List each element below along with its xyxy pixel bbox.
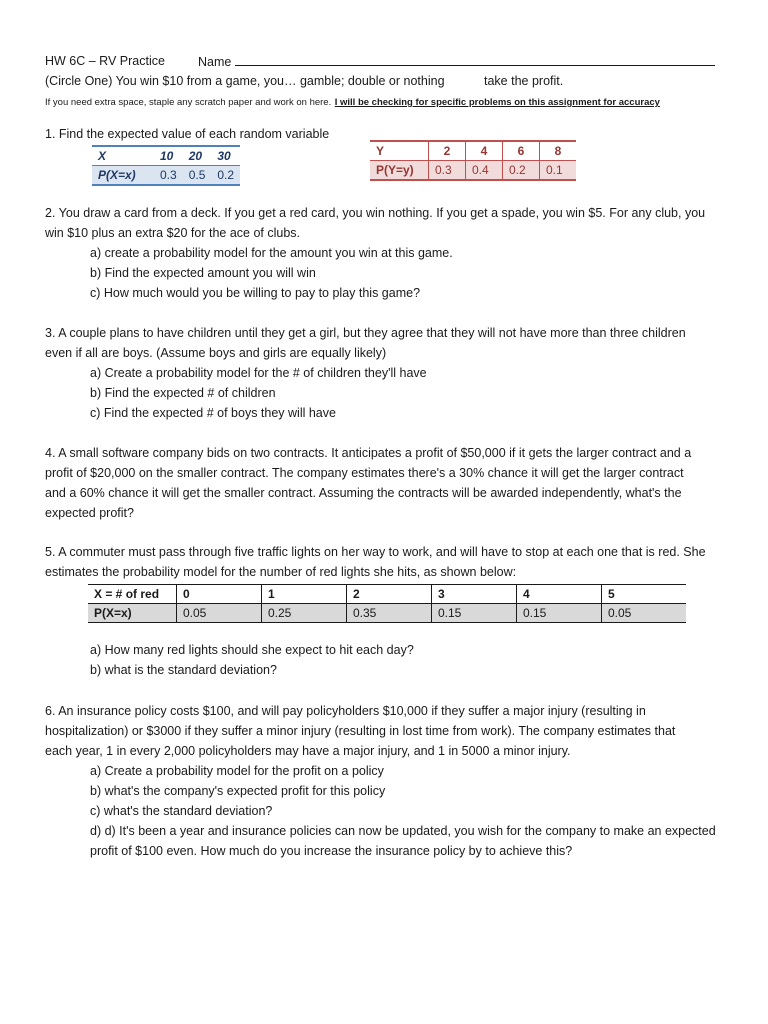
q6-part-c: c) what's the standard deviation? (90, 804, 273, 818)
assignment-title: HW 6C – RV Practice (45, 54, 165, 68)
q4-line-3: and a 60% chance it will get the smaller contract. Assuming the contracts will be awarded independently, what's the (45, 486, 682, 500)
accuracy-note: I will be checking for specific problems on this assignment for accuracy (334, 97, 660, 108)
table-cell: 0.2 (211, 166, 240, 186)
table-row (88, 585, 686, 604)
scratch-paper-note: If you need extra space, staple any scratch paper and work on here. (45, 97, 332, 108)
name-blank-line[interactable] (235, 54, 715, 66)
table-cell: 6 (503, 141, 540, 161)
table-cell: 0.35 (347, 604, 432, 623)
table-cell: X = # of red (94, 587, 160, 601)
table-cell: P(Y=y) (370, 161, 429, 181)
table-cell: 20 (188, 149, 203, 163)
table-cell: P(X=x) (88, 604, 177, 623)
q6-line-3: each year, 1 in every 2,000 policyholders may have a major injury, and 1 in 5000 a minor injury. (45, 744, 571, 758)
take-profit-option: take the profit. (484, 74, 564, 88)
instructions-note (45, 94, 660, 108)
q6-part-d-line-2: profit of $100 even. How much do you increase the insurance policy by to achieve this? (90, 844, 573, 858)
name-label: Name (198, 55, 232, 69)
q2-line-1: 2. You draw a card from a deck. If you get a red card, you win nothing. If you get a spade, you win $5. For any club, you (45, 206, 706, 220)
table-cell: 4 (466, 141, 503, 161)
q4-line-2: profit of $20,000 on the smaller contract. The company estimates there's a 30% chance it will get the larger contract (45, 466, 684, 480)
table-cell: 3 (432, 585, 517, 604)
table-cell: 0.15 (517, 604, 602, 623)
q6-part-d-line-1: d) d) It's been a year and insurance policies can now be updated, you wish for the company to make an expected (90, 824, 716, 838)
table-row (92, 146, 240, 166)
table-cell: 4 (517, 585, 602, 604)
q4-line-4: expected profit? (45, 506, 134, 520)
q2-part-b: b) Find the expected amount you will win (90, 266, 316, 280)
table-cell: 0.2 (503, 161, 540, 181)
table-cell: Y (376, 144, 385, 158)
table-cell: 10 (160, 149, 174, 163)
table-cell: 0.05 (177, 604, 262, 623)
q5-line-2: estimates the probability model for the number of red lights she hits, as shown below: (45, 565, 517, 579)
q6-part-b: b) what's the company's expected profit for this policy (90, 784, 386, 798)
q6-part-a: a) Create a probability model for the profit on a policy (90, 764, 384, 778)
table-x-distribution (92, 145, 240, 186)
table-cell: 2 (347, 585, 432, 604)
name-field[interactable] (198, 54, 715, 69)
q3-part-b: b) Find the expected # of children (90, 386, 276, 400)
q4-line-1: 4. A small software company bids on two contracts. It anticipates a profit of $50,000 if it gets the larger contract and a (45, 446, 692, 460)
table-y-distribution (370, 140, 576, 181)
table-cell: 0.1 (540, 161, 577, 181)
q2-line-2: win $10 plus an extra $20 for the ace of clubs. (45, 226, 301, 240)
q2-part-c: c) How much would you be willing to pay to play this game? (90, 286, 421, 300)
q5-line-1: 5. A commuter must pass through five traffic lights on her way to work, and will have to stop at each one that is red. She (45, 545, 706, 559)
q6-line-1: 6. An insurance policy costs $100, and will pay policyholders $10,000 if they suffer a major injury (resulting in (45, 704, 646, 718)
circle-one-prompt: (Circle One) You win $10 from a game, you… gamble; double or nothing (45, 74, 445, 88)
table-cell: 0.05 (602, 604, 687, 623)
q6-line-2: hospitalization) or $3000 if they suffer a minor injury (resulting in lost time from work). The company estimates that (45, 724, 676, 738)
table-cell: 2 (429, 141, 466, 161)
table-cell: 0 (177, 585, 262, 604)
table-cell: 5 (602, 585, 687, 604)
table-row (370, 141, 576, 161)
table-cell: X (98, 149, 107, 163)
q3-line-2: even if all are boys. (Assume boys and girls are equally likely) (45, 346, 387, 360)
table-cell: 0.4 (466, 161, 503, 181)
q5-part-a: a) How many red lights should she expect to hit each day? (90, 643, 414, 657)
table-cell: P(X=x) (92, 166, 154, 186)
q5-part-b: b) what is the standard deviation? (90, 663, 277, 677)
q3-part-a: a) Create a probability model for the # of children they'll have (90, 366, 427, 380)
table-cell: 1 (262, 585, 347, 604)
table-cell: 0.25 (262, 604, 347, 623)
q3-line-1: 3. A couple plans to have children until they get a girl, but they agree that they will not have more than three children (45, 326, 686, 340)
table-cell: 8 (540, 141, 577, 161)
table-cell: 0.3 (429, 161, 466, 181)
table-row (92, 166, 240, 186)
table-cell: 30 (217, 149, 231, 163)
table-cell: 0.3 (154, 166, 183, 186)
table-red-lights-distribution (88, 584, 686, 623)
q1-text: 1. Find the expected value of each random variable (45, 127, 330, 141)
q2-part-a: a) create a probability model for the amount you win at this game. (90, 246, 453, 260)
q3-part-c: c) Find the expected # of boys they will have (90, 406, 336, 420)
table-cell: 0.15 (432, 604, 517, 623)
table-cell: 0.5 (183, 166, 212, 186)
table-row (88, 604, 686, 623)
table-row (370, 161, 576, 181)
